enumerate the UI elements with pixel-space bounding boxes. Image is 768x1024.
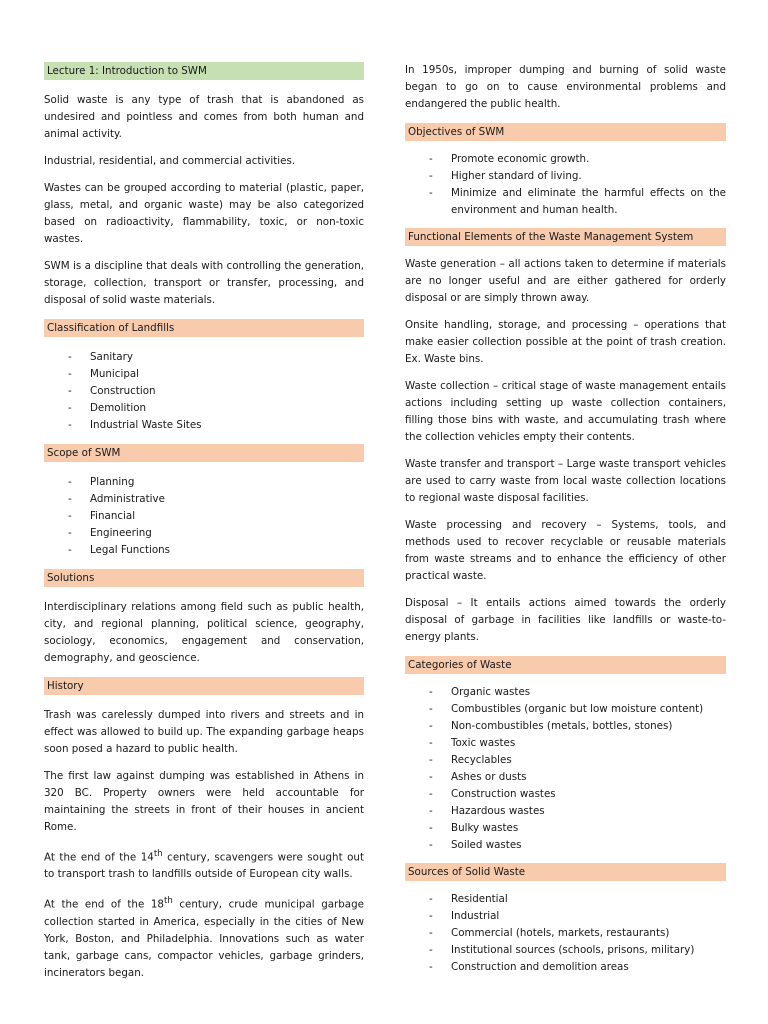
sources-header: Sources of Solid Waste bbox=[405, 863, 726, 881]
list-item: - Demolition bbox=[44, 400, 364, 417]
list-item: - Promote economic growth. bbox=[405, 151, 726, 168]
history-paragraph-14th: At the end of the 14th century, scavengers were sought out to transport trash to landfills outside of European city walls. bbox=[44, 849, 364, 881]
list-item: - Municipal bbox=[44, 366, 364, 383]
left-column bbox=[44, 62, 364, 992]
functional-paragraph: Disposal – It entails actions aimed towards the orderly disposal of garbage in facilities like landfills or waste-to-energy plants. bbox=[405, 597, 726, 643]
sources-list bbox=[405, 891, 726, 976]
history-paragraph-1950s: In 1950s, improper dumping and burning of solid waste began to go on to cause environmental problems and endangered the public health. bbox=[405, 64, 726, 110]
dash-bullet: - bbox=[429, 153, 433, 165]
history-paragraph: The first law against dumping was established in Athens in 320 BC. Property owners were held accountable for maintaining the streets in front of their houses in ancient Rome. bbox=[44, 770, 364, 833]
lecture-header: Lecture 1: Introduction to SWM bbox=[44, 62, 364, 80]
history-paragraph-18th: At the end of the 18th century, crude municipal garbage collection started in America, especially in the cities of New York, Boston, and Philadelphia. Innovations such as water tank, garbage cans, compactor vehicles, garbage grinders, incinerators began. bbox=[44, 896, 364, 979]
dash-bullet: - bbox=[68, 351, 72, 363]
list-item: - Administrative bbox=[44, 491, 364, 508]
history-paragraph: Trash was carelessly dumped into rivers and streets and in effect was allowed to build up. The expanding garbage heaps soon posed a hazard to public health. bbox=[44, 709, 364, 755]
dash-bullet: - bbox=[429, 187, 433, 199]
functional-paragraph: Waste processing and recovery – Systems, tools, and methods used to recover recyclable or reusable materials from waste streams and to enhance the efficiency of other practical waste. bbox=[405, 519, 726, 582]
dash-bullet: - bbox=[429, 170, 433, 182]
list-item: - Organic wastes bbox=[405, 684, 726, 701]
list-item: - Non-combustibles (metals, bottles, stones) bbox=[405, 718, 726, 735]
list-item: - Commercial (hotels, markets, restaurants) bbox=[405, 925, 726, 942]
list-item: - Planning bbox=[44, 474, 364, 491]
list-item: - Industrial Waste Sites bbox=[44, 417, 364, 434]
functional-elements-header: Functional Elements of the Waste Management System bbox=[405, 228, 726, 246]
functional-paragraph: Waste transfer and transport – Large waste transport vehicles are used to carry waste from local waste collection locations to regional waste disposal facilities. bbox=[405, 458, 726, 504]
list-item: - Ashes or dusts bbox=[405, 769, 726, 786]
categories-list bbox=[405, 684, 726, 854]
objectives-list bbox=[405, 151, 726, 219]
list-item: - Legal Functions bbox=[44, 542, 364, 559]
dash-bullet: - bbox=[429, 805, 433, 817]
list-item: - Bulky wastes bbox=[405, 820, 726, 837]
intro-paragraph: Industrial, residential, and commercial activities. bbox=[44, 155, 296, 167]
dash-bullet: - bbox=[429, 686, 433, 698]
landfills-header: Classification of Landfills bbox=[44, 319, 364, 337]
dash-bullet: - bbox=[68, 527, 72, 539]
dash-bullet: - bbox=[429, 822, 433, 834]
dash-bullet: - bbox=[68, 544, 72, 556]
scope-header: Scope of SWM bbox=[44, 444, 364, 462]
dash-bullet: - bbox=[68, 385, 72, 397]
list-item: - Recyclables bbox=[405, 752, 726, 769]
list-item: - Higher standard of living. bbox=[405, 168, 726, 185]
dash-bullet: - bbox=[429, 893, 433, 905]
landfills-list bbox=[44, 349, 364, 434]
list-item: - Toxic wastes bbox=[405, 735, 726, 752]
dash-bullet: - bbox=[429, 771, 433, 783]
list-item: - Industrial bbox=[405, 908, 726, 925]
list-item: - Construction and demolition areas bbox=[405, 959, 726, 976]
dash-bullet: - bbox=[429, 839, 433, 851]
dash-bullet: - bbox=[429, 961, 433, 973]
list-item: - Engineering bbox=[44, 525, 364, 542]
dash-bullet: - bbox=[68, 476, 72, 488]
history-header: History bbox=[44, 677, 364, 695]
functional-paragraph: Onsite handling, storage, and processing – operations that make easier collection possible at the point of trash creation. Ex. Waste bins. bbox=[405, 319, 726, 365]
list-item: - Residential bbox=[405, 891, 726, 908]
list-item: - Institutional sources (schools, prisons, military) bbox=[405, 942, 726, 959]
objectives-header: Objectives of SWM bbox=[405, 123, 726, 141]
list-item: - Combustibles (organic but low moisture content) bbox=[405, 701, 726, 718]
dash-bullet: - bbox=[68, 402, 72, 414]
solutions-header: Solutions bbox=[44, 569, 364, 587]
scope-list bbox=[44, 474, 364, 559]
right-column bbox=[405, 62, 726, 985]
dash-bullet: - bbox=[429, 944, 433, 956]
list-item: - Financial bbox=[44, 508, 364, 525]
list-item: - Sanitary bbox=[44, 349, 364, 366]
solutions-paragraph: Interdisciplinary relations among field such as public health, city, and regional planning, political science, geography, sociology, economics, engagement and conservation, demography, and geoscience. bbox=[44, 601, 364, 664]
dash-bullet: - bbox=[68, 419, 72, 431]
list-item: - Construction wastes bbox=[405, 786, 726, 803]
dash-bullet: - bbox=[429, 754, 433, 766]
dash-bullet: - bbox=[68, 368, 72, 380]
intro-paragraph: Wastes can be grouped according to material (plastic, paper, glass, metal, and organic waste) may be also categorized based on radioactivity, flammability, toxic, or non-toxic wastes. bbox=[44, 182, 364, 245]
list-item: - Construction bbox=[44, 383, 364, 400]
dash-bullet: - bbox=[429, 720, 433, 732]
dash-bullet: - bbox=[429, 703, 433, 715]
intro-paragraph: SWM is a discipline that deals with controlling the generation, storage, collection, transport or transfer, processing, and disposal of solid waste materials. bbox=[44, 260, 364, 306]
categories-header: Categories of Waste bbox=[405, 656, 726, 674]
functional-paragraph: Waste generation – all actions taken to determine if materials are no longer useful and are either gathered for orderly disposal or are simply thrown away. bbox=[405, 258, 726, 304]
dash-bullet: - bbox=[429, 788, 433, 800]
list-item: - Hazardous wastes bbox=[405, 803, 726, 820]
list-item: - Minimize and eliminate the harmful effects on the environment and human health. bbox=[429, 187, 726, 216]
intro-paragraph: Solid waste is any type of trash that is abandoned as undesired and pointless and comes from both human and animal activity. bbox=[44, 94, 364, 140]
dash-bullet: - bbox=[68, 510, 72, 522]
dash-bullet: - bbox=[429, 927, 433, 939]
list-item: - Soiled wastes bbox=[405, 837, 726, 854]
dash-bullet: - bbox=[68, 493, 72, 505]
functional-paragraph: Waste collection – critical stage of waste management entails actions including setting up waste collection containers, filling those bins with waste, and accumulating trash where the collection vehicles empty their contents. bbox=[405, 380, 726, 443]
dash-bullet: - bbox=[429, 910, 433, 922]
dash-bullet: - bbox=[429, 737, 433, 749]
